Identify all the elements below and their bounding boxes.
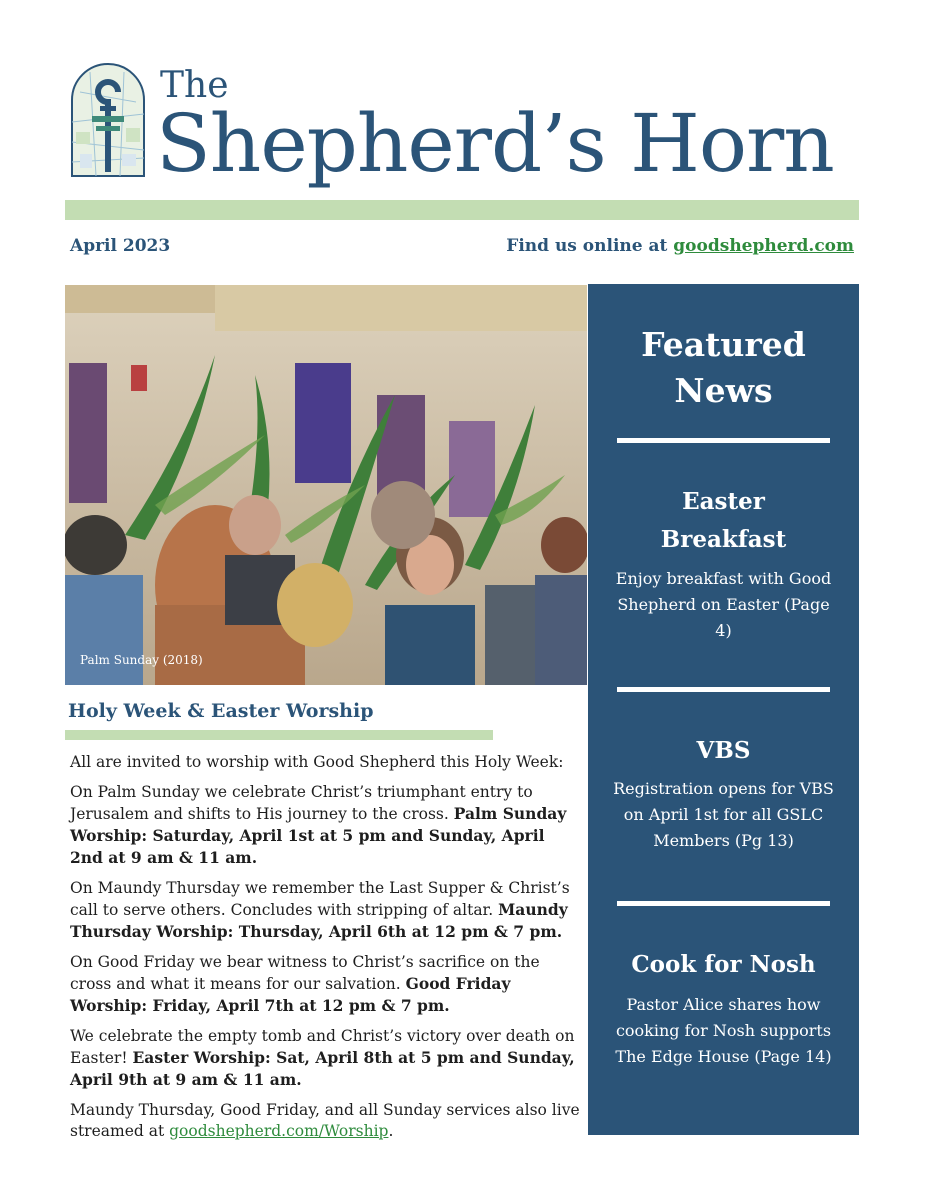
easter-times: Easter Worship: Sat, April 8th at 5 pm and Sunday, April 9th at 9 am & 11 am.	[70, 1048, 575, 1089]
article-divider	[65, 730, 493, 740]
article-paragraph-easter	[70, 1026, 582, 1091]
maundy-thursday-times: Maundy Thursday Worship: Thursday, April 6th at 12 pm & 7 pm.	[70, 900, 568, 941]
easter-text: We celebrate the empty tomb and Christ’s victory over death on Easter!	[70, 1027, 575, 1067]
website-link[interactable]: goodshepherd.com	[673, 236, 854, 256]
online-notice	[506, 236, 854, 256]
issue-date: April 2023	[70, 236, 171, 256]
news-item-text-cook-for-nosh: Pastor Alice shares how cooking for Nosh supports The Edge House (Page 14)	[615, 995, 832, 1066]
sidebar-title-line2: News	[674, 371, 773, 410]
sidebar-divider	[617, 438, 830, 443]
worship-stream-link[interactable]: goodshepherd.com/Worship	[169, 1122, 389, 1140]
sidebar-title	[588, 322, 859, 414]
maundy-thursday-text: On Maundy Thursday we remember the Last Supper & Christ’s call to serve others. Concludes with stripping of altar.	[70, 879, 570, 919]
news-item-text-vbs: Registration opens for VBS on April 1st for all GSLC Members (Pg 13)	[613, 779, 834, 850]
livestream-text: Maundy Thursday, Good Friday, and all Sunday services also live streamed at	[70, 1101, 580, 1140]
sidebar-divider	[617, 901, 830, 906]
news-item-heading-line2: Breakfast	[660, 526, 787, 553]
news-item-heading-line1: Easter	[682, 488, 765, 515]
news-item-heading-cook-for-nosh: Cook for Nosh	[631, 951, 816, 978]
article-paragraph-maundy-thursday	[70, 878, 582, 943]
palm-sunday-photo	[65, 285, 587, 685]
photo-caption: Palm Sunday (2018)	[80, 653, 203, 667]
article-body	[70, 752, 582, 1151]
article-heading: Holy Week & Easter Worship	[68, 700, 374, 722]
palm-sunday-times: Palm Sunday Worship: Saturday, April 1st at 5 pm and Sunday, April 2nd at 9 am & 11 am.	[70, 804, 567, 867]
article-paragraph-livestream	[70, 1100, 582, 1142]
news-item-heading-vbs: VBS	[696, 737, 751, 764]
online-prefix: Find us online at	[506, 236, 674, 256]
sidebar-title-line1: Featured	[641, 325, 806, 364]
masthead-title: Shepherd’s Horn	[156, 97, 834, 190]
news-item-text-easter-breakfast: Enjoy breakfast with Good Shepherd on Easter (Page 4)	[615, 569, 832, 640]
good-friday-text: On Good Friday we bear witness to Christ’s sacrifice on the cross and what it means for our salvation.	[70, 953, 540, 993]
masthead-divider	[65, 200, 859, 220]
featured-news-sidebar	[588, 284, 859, 1135]
news-item-heading-easter-breakfast	[588, 483, 859, 559]
masthead-title-the: The	[160, 65, 229, 106]
livestream-end: .	[388, 1122, 394, 1140]
good-friday-times: Good Friday Worship: Friday, April 7th at 12 pm & 7 pm.	[70, 974, 511, 1015]
article-paragraph-palm-sunday	[70, 782, 582, 869]
article-intro: All are invited to worship with Good Shepherd this Holy Week:	[70, 753, 564, 771]
palm-sunday-text: On Palm Sunday we celebrate Christ’s triumphant entry to Jerusalem and shifts to His journey to the cross.	[70, 783, 533, 823]
sidebar-divider	[617, 687, 830, 692]
article-paragraph-good-friday	[70, 952, 582, 1017]
shepherds-crook-stained-glass-icon	[70, 62, 146, 178]
